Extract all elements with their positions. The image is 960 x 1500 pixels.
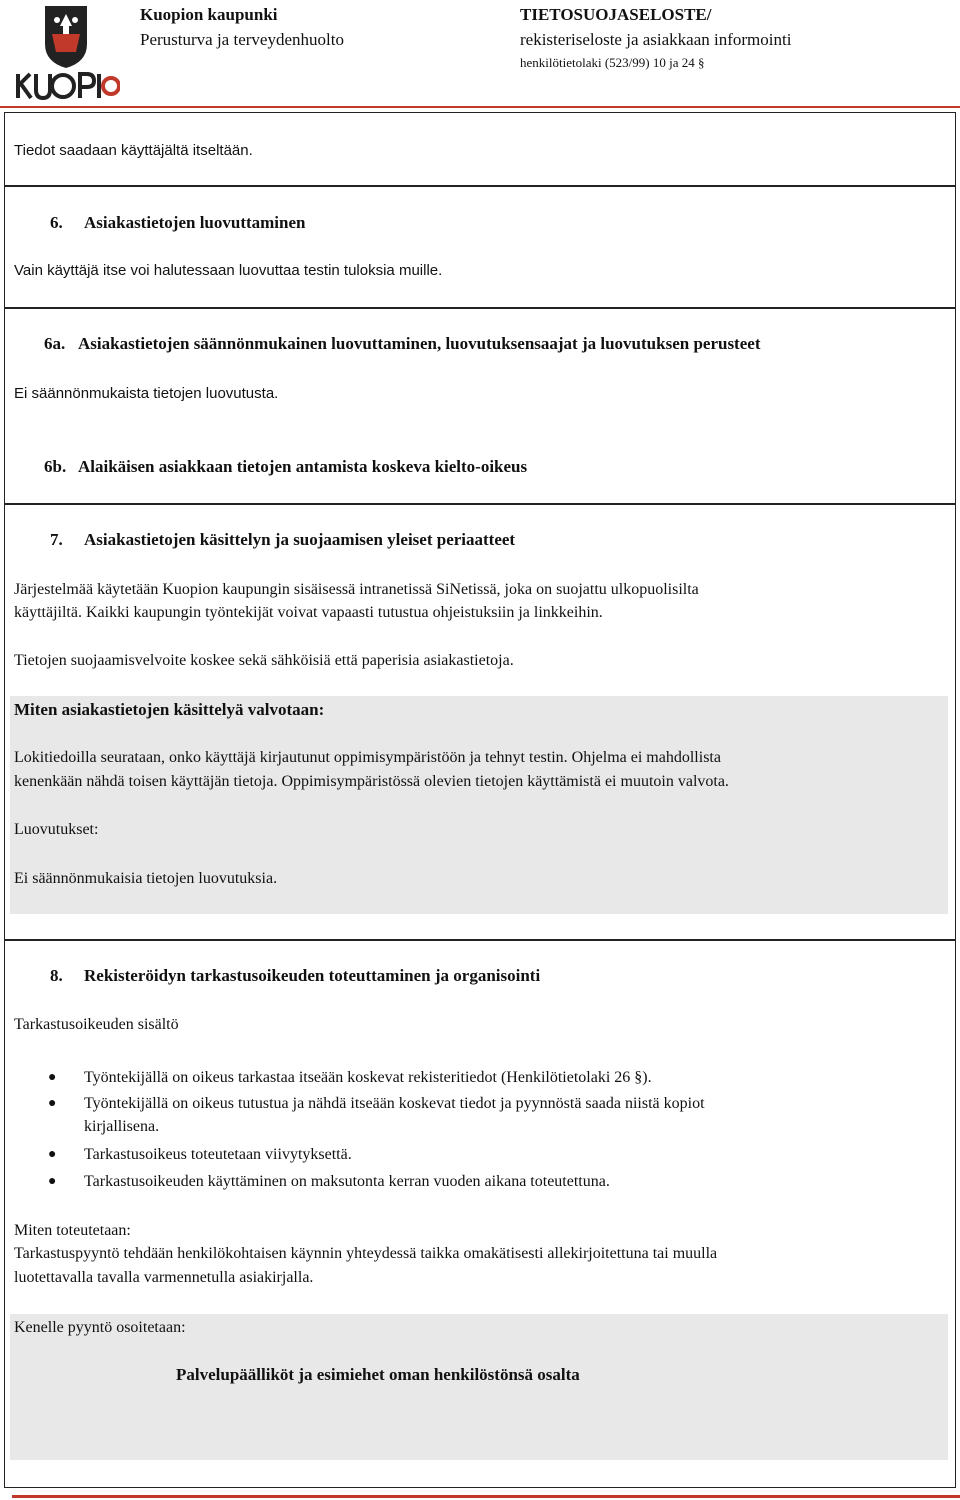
section-6-heading xyxy=(50,211,305,235)
monitoring-line1: Lokitiedoilla seurataan, onko käyttäjä kirjautunut oppimisympäristöön ja tehnyt testin. Ohjelma ei mahdollista xyxy=(14,749,721,766)
list-item: Työntekijällä on oikeus tarkastaa itseään koskevat rekisteritiedot (Henkilötietolaki 26 §). xyxy=(84,1069,652,1086)
doc-subtitle: rekisteriseloste ja asiakkaan informointi xyxy=(520,30,792,49)
bullet-icon: ● xyxy=(48,1096,57,1111)
recipient-text: Palvelupäälliköt ja esimiehet oman henkilöstönsä osalta xyxy=(176,1365,580,1384)
monitoring-heading: Miten asiakastietojen käsittelyä valvotaan: xyxy=(14,700,325,719)
kuopio-logo xyxy=(10,4,120,104)
recipient-label: Kenelle pyyntö osoitetaan: xyxy=(14,1319,186,1336)
section-8-number: 8. xyxy=(50,966,63,985)
section-6b-title: Alaikäisen asiakkaan tietojen antamista koskeva kielto-oikeus xyxy=(78,457,528,476)
how-line1: Tarkastuspyyntö tehdään henkilökohtaisen käynnin yhteydessä taikka omakätisesti allekirjoitettuna tai muulla xyxy=(14,1245,718,1262)
bullet-icon: ● xyxy=(48,1147,57,1162)
section-8-subtitle: Tarkastusoikeuden sisältö xyxy=(14,1016,179,1033)
section-6a-heading xyxy=(44,332,760,356)
list-item: Työntekijällä on oikeus tutustua ja nähdä itseään koskevat tiedot ja pyynnöstä saada niistä kopiot xyxy=(84,1095,705,1112)
bullet-icon: ● xyxy=(48,1174,57,1189)
disclosures-label: Luovutukset: xyxy=(14,821,99,838)
list-item: Tarkastusoikeus toteutetaan viivytyksettä. xyxy=(84,1146,352,1163)
section-8-title: Rekisteröidyn tarkastusoikeuden toteuttaminen ja organisointi xyxy=(84,966,541,985)
org-name: Kuopion kaupunki xyxy=(140,5,278,24)
section-7-number: 7. xyxy=(50,530,63,549)
section-8-heading xyxy=(50,964,540,988)
section-6-title: Asiakastietojen luovuttaminen xyxy=(84,213,306,232)
section-7-paragraph-line2: käyttäjiltä. Kaikki kaupungin työntekijät voivat vapaasti tutustua ohjeistuksiin ja linkkeihin. xyxy=(14,604,603,621)
section-6-number: 6. xyxy=(50,213,63,232)
section-6-body: Vain käyttäjä itse voi halutessaan luovuttaa testin tuloksia muille. xyxy=(14,262,443,279)
footer-divider xyxy=(12,1495,960,1498)
law-reference: henkilötietolaki (523/99) 10 ja 24 § xyxy=(520,55,705,70)
section-6a-body: Ei säännönmukaista tietojen luovutusta. xyxy=(14,385,279,402)
data-source-text: Tiedot saadaan käyttäjältä itseltään. xyxy=(14,142,253,159)
section-6b-heading xyxy=(44,455,527,479)
section-7-paragraph-line1: Järjestelmää käytetään Kuopion kaupungin sisäisessä intranetissä SiNetissä, joka on suojattu ulkopuolisilta xyxy=(14,581,699,598)
list-item-continuation: kirjallisena. xyxy=(84,1118,160,1135)
section-6b-number: 6b. xyxy=(44,457,67,476)
list-item: Tarkastusoikeuden käyttäminen on maksutonta kerran vuoden aikana toteutettuna. xyxy=(84,1173,610,1190)
how-line2: luotettavalla tavalla varmennetulla asiakirjalla. xyxy=(14,1269,314,1286)
section-7-paragraph-2: Tietojen suojaamisvelvoite koskee sekä sähköisiä että paperisia asiakastietoja. xyxy=(14,652,514,669)
section-7-title: Asiakastietojen käsittelyn ja suojaamisen yleiset periaatteet xyxy=(84,530,516,549)
doc-title: TIETOSUOJASELOSTE/ xyxy=(520,5,712,24)
org-unit: Perusturva ja terveydenhuolto xyxy=(140,30,344,49)
section-6a-number: 6a. xyxy=(44,334,66,353)
section-7-heading xyxy=(50,528,515,552)
bullet-icon: ● xyxy=(48,1070,57,1085)
section-6a-title: Asiakastietojen säännönmukainen luovuttaminen, luovutuksensaajat ja luovutuksen perusteet xyxy=(78,334,761,353)
how-label: Miten toteutetaan: xyxy=(14,1222,131,1239)
monitoring-line2: kenenkään nähdä toisen käyttäjän tietoja. Oppimisympäristössä olevien tietojen käyttämistä ei muutoin valvota. xyxy=(14,773,729,790)
header-divider xyxy=(0,106,960,108)
section-6-box xyxy=(4,186,956,308)
disclosures-text: Ei säännönmukaisia tietojen luovutuksia. xyxy=(14,870,278,887)
